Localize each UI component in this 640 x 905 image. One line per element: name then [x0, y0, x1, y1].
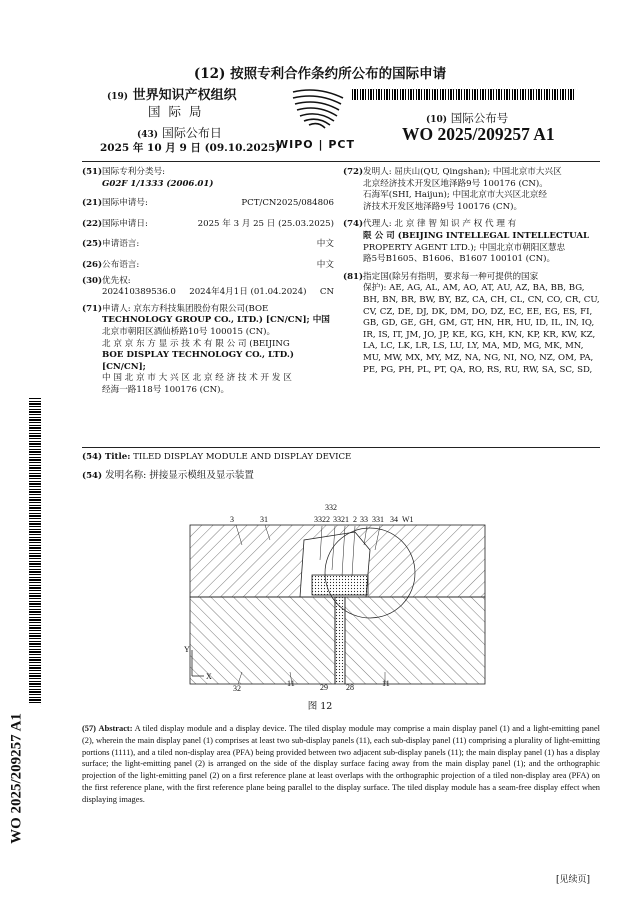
label-3: 3 [230, 515, 234, 524]
label-34: 34 [390, 515, 398, 524]
pubdate-num: (43) [137, 130, 159, 140]
document-type-heading: (12) 按照专利合作条约所公布的国际申请 [193, 66, 447, 82]
lang-filed-label: 申请语言: [102, 239, 140, 250]
lang-pub-num: (26) [82, 259, 103, 270]
label-11-left: 11 [287, 679, 295, 688]
pubdate-label: 国际公布日 [161, 126, 222, 140]
ipc-value-row [82, 179, 334, 191]
title-en-row [82, 452, 351, 464]
pubdate-block [137, 124, 222, 141]
label-32: 32 [233, 684, 241, 693]
appno-field [82, 198, 334, 210]
states-line: GB, GD, GE, GH, GM, GT, HN, HR, HU, ID, IL, IN, IQ, [363, 318, 595, 329]
left-biblio-column [82, 167, 334, 397]
applicant-lines [102, 304, 334, 397]
agent-lines [363, 219, 600, 265]
label-W1: W1 [402, 515, 414, 524]
header-divider [82, 161, 600, 162]
label-33: 33 [360, 515, 368, 524]
header-barcode [352, 89, 576, 100]
priority-country: CN [319, 287, 334, 298]
states-line: MU, MW, MX, MY, MZ, NA, NG, NI, NO, NZ, OM, PA, [363, 352, 594, 363]
lang-filed-num: (25) [82, 239, 103, 250]
states-lines [363, 272, 600, 376]
title-en-label: Title: [104, 452, 131, 462]
abstract [82, 723, 600, 806]
sub-display-panel-right [345, 597, 485, 684]
abstract-label: Abstract: [98, 724, 133, 733]
appno-label: 国际申请号: [102, 198, 148, 209]
pubdate-value: 2025 年 10 月 9 日 (09.10.2025) [100, 142, 281, 154]
priority-row [82, 287, 334, 299]
states-line: LA, LC, LK, LR, LS, LU, LY, MA, MD, MG, MK, MN, [363, 341, 584, 352]
inventor-line: 北京经济技术开发区地泽路9号 100176 (CN)。 [363, 178, 548, 189]
title-cn-label: 发明名称: [105, 470, 147, 481]
inventor-lines [363, 167, 600, 213]
title-en-value: TILED DISPLAY MODULE AND DISPLAY DEVICE [133, 452, 352, 462]
pubno-num: (10) [426, 115, 448, 125]
seam-strip [335, 597, 345, 684]
label-X: X [206, 672, 212, 681]
states-line: 保护): AE, AG, AL, AM, AO, AT, AU, AZ, BA, BB, BG, [363, 283, 585, 294]
label-3321: 3321 [333, 515, 349, 524]
priority-num: (30) [82, 275, 103, 286]
filedate-field [82, 219, 334, 231]
inventor-line: 济技术开发区地泽路9号 100176 (CN)。 [363, 201, 523, 212]
label-332: 332 [325, 503, 337, 512]
lang-pub-value: 中文 [316, 259, 334, 270]
priority-field [82, 276, 334, 288]
inventor-line: 发明人: 屈庆山(QU, Qingshan); 中国北京市大兴区 [363, 167, 562, 177]
label-Y: Y [184, 645, 190, 654]
priority-date: 2024年4月1日 (01.04.2024) [189, 287, 307, 298]
agent-line: PROPERTY AGENT LTD.); 中国北京市朝阳区慧忠 [363, 242, 566, 253]
abstract-num: (57) [82, 724, 96, 733]
priority-label: 优先权: [102, 275, 131, 286]
applicant-line: 北 京 京 东 方 显 示 技 术 有 限 公 司 (BEIJING [102, 338, 290, 349]
title-cn-value: 拼接显示模组及显示装置 [149, 470, 254, 481]
lang-filed-field [82, 239, 334, 251]
appno-value: PCT/CN2025/084806 [241, 198, 334, 209]
filedate-value: 2025 年 3 月 25 日 (25.03.2025) [197, 218, 334, 229]
states-line: CV, CZ, DE, DJ, DK, DM, DO, DZ, EC, EE, EG, ES, FI, [363, 306, 593, 317]
applicant-line: 申请人: 京东方科技集团股份有限公司(BOE [102, 303, 269, 314]
label-28: 28 [346, 683, 354, 692]
title-divider [82, 447, 600, 448]
label-3322: 3322 [314, 515, 330, 524]
label-11-right: 11 [382, 679, 390, 688]
states-num: (81) [343, 271, 364, 282]
abstract-text: A tiled display module and a display device. The tiled display module may comprise a main display panel (1) and a light-emitting panel (2), wherein the main display panel (1) comprises at least two sub-display panels (11), each sub-display panel (11) comprising a plurality of light-emitting portions (1111), and a tiled non-display area (PFA) being provided between two adjacent sub-display panels (11); the main display panel (1) has a display surface; the light-emitting panel (2) is arranged on the side of the display surface facing away from the main display panel (1); and the orthographic projection of the light-emitting panel (2) on a first reference plane at least overlaps with the orthographic projection of a tiled non-display area (PFA) on the first reference plane, with the first reference plane being parallel to the display surface. The tiled display module has a seam-free display effect when displaying images. [82, 724, 600, 804]
label-2: 2 [353, 515, 357, 524]
title-cn-num: (54) [82, 471, 103, 481]
inventor-line: 石海军(SHI, Haijun); 中国北京市大兴区北京经 [363, 190, 547, 201]
pubno-value: WO 2025/209257 A1 [402, 124, 555, 144]
light-emitting-block [312, 575, 368, 595]
agent-field [343, 219, 600, 265]
title-en-num: (54) [82, 452, 103, 462]
lang-pub-field [82, 260, 334, 272]
right-biblio-column [343, 167, 600, 376]
org-name: 世界知识产权组织 [132, 88, 237, 103]
states-field [343, 272, 600, 376]
filedate-label: 国际申请日: [102, 218, 148, 229]
applicant-line: 经海一路118号 100176 (CN)。 [102, 384, 230, 395]
patent-figure [170, 500, 500, 700]
ipc-num: (51) [82, 167, 103, 177]
applicant-line: 北京市朝阳区酒仙桥路10号 100015 (CN)。 [102, 326, 276, 337]
continued-note: [见续页] [556, 875, 591, 885]
agent-line: 代理人: 北 京 律 智 知 识 产 权 代 理 有 [363, 219, 517, 230]
applicant-line: BOE DISPLAY TECHNOLOGY CO., LTD.) [CN/CN]; [102, 350, 294, 372]
title-cn-row [82, 470, 254, 483]
inventor-field [343, 167, 600, 213]
agent-line: 限 公 司 (BEIJING INTELLEGAL INTELLECTUAL [363, 230, 590, 241]
agent-num: (74) [343, 219, 364, 230]
agent-line: 路5号B1605、B1606、B1607 100101 (CN)。 [363, 254, 556, 265]
label-29: 29 [320, 683, 328, 692]
org-block [107, 84, 237, 103]
inventor-num: (72) [343, 167, 364, 177]
label-31: 31 [260, 515, 268, 524]
applicant-line: 中 国 北 京 市 大 兴 区 北 京 经 济 技 术 开 发 区 [102, 373, 292, 384]
priority-no: 202410389536.0 [102, 287, 176, 298]
applicant-field [82, 304, 334, 397]
ipc-field [82, 167, 334, 179]
applicant-line: TECHNOLOGY GROUP CO., LTD.) [CN/CN]; 中国 [102, 315, 330, 326]
figure-caption: 图 12 [307, 701, 333, 712]
org-sub: 国 际 局 [148, 104, 204, 119]
ipc-label: 国际专利分类号: [102, 167, 166, 177]
states-line: IR, IS, IT, JM, JO, JP, KE, KG, KH, KN, KP, KR, KW, KZ, [363, 329, 596, 340]
side-barcode [29, 398, 41, 703]
states-line: BH, BN, BR, BW, BY, BZ, CA, CH, CL, CN, CO, CR, CU, [363, 294, 600, 305]
sub-display-panel-left [190, 597, 335, 684]
label-331: 331 [372, 515, 384, 524]
filedate-num: (22) [82, 218, 103, 229]
states-line: PE, PG, PH, PL, PT, QA, RO, RS, RU, RW, SA, SC, SD, [363, 364, 593, 375]
pubno-label: 国际公布号 [450, 111, 509, 125]
side-publication-code: WO 2025/209257 A1 [8, 713, 25, 844]
lang-pub-label: 公布语言: [102, 259, 140, 270]
ipc-value: G02F 1/1333 (2006.01) [102, 178, 214, 189]
lang-filed-value: 中文 [316, 239, 334, 250]
wipo-pct-text: WIPO | PCT [276, 138, 355, 151]
states-line: 指定国(除另有指明，要求每一种可提供的国家 [363, 271, 539, 282]
appno-num: (21) [82, 198, 103, 209]
org-num: (19) [107, 92, 129, 102]
applicant-num: (71) [82, 303, 103, 314]
